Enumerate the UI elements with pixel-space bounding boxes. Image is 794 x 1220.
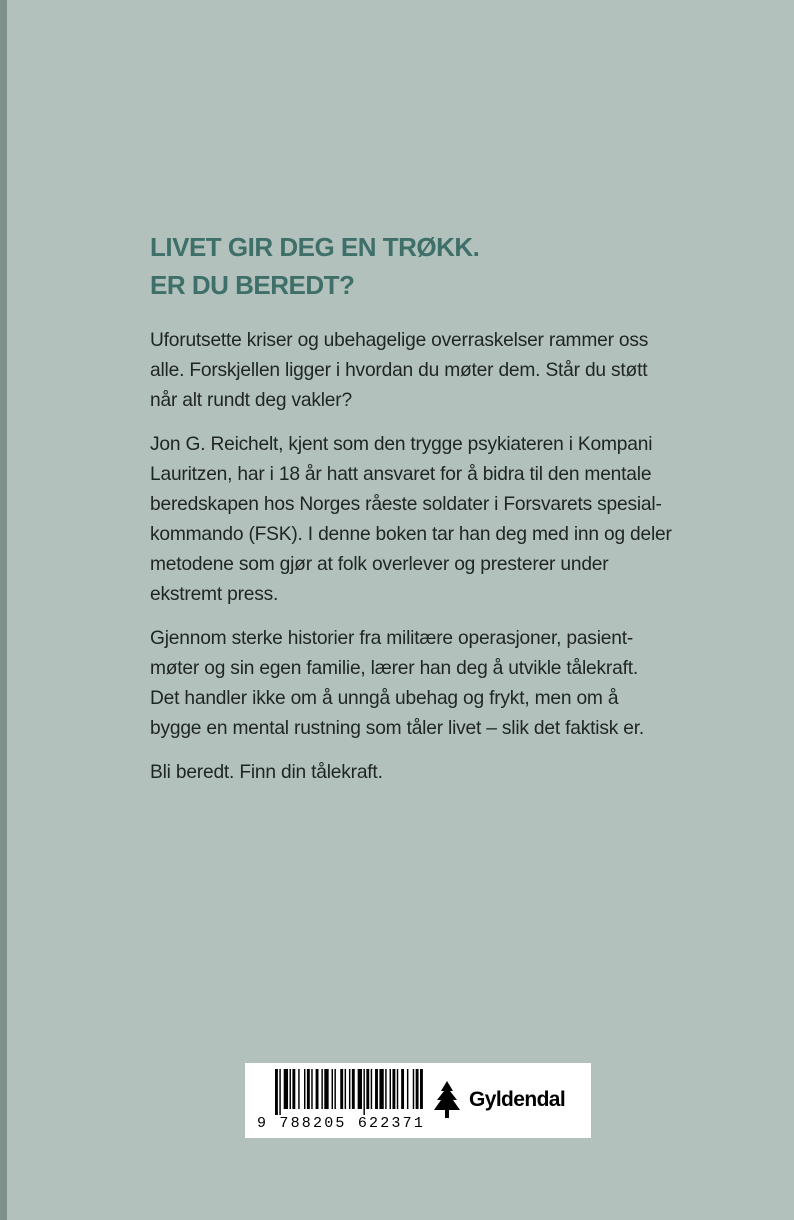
text-line: ekstremt press. — [150, 584, 279, 605]
blurb-paragraph-closing — [150, 758, 710, 788]
barcode-bar — [390, 1069, 391, 1109]
headline — [150, 228, 479, 304]
text-line: Det handler ikke om å unngå ubehag og frykt, men om å — [150, 688, 619, 709]
text-line: bygge en mental rustning som tåler livet – slik det faktisk er. — [150, 718, 644, 739]
barcode-bar — [345, 1069, 346, 1109]
text-line: beredskapen hos Norges råeste soldater i Forsvarets spesial- — [150, 494, 662, 515]
barcode-bar — [290, 1069, 291, 1109]
barcode-bar — [284, 1069, 288, 1109]
text-line: Gjennom sterke historier fra militære operasjoner, pasient- — [150, 628, 634, 649]
barcode-bar — [349, 1069, 350, 1109]
barcode-bar — [332, 1069, 333, 1109]
blurb-paragraph-author — [150, 430, 710, 610]
barcode-bar — [416, 1069, 419, 1109]
barcode-bar — [352, 1069, 355, 1109]
barcode-bar — [363, 1069, 364, 1115]
barcode-bar — [401, 1069, 404, 1109]
barcode-bar — [316, 1069, 319, 1109]
barcode — [253, 1069, 423, 1115]
barcode-bar — [307, 1069, 310, 1109]
barcode-bar — [375, 1069, 378, 1109]
barcode-bar — [304, 1069, 305, 1109]
barcode-bar — [292, 1069, 295, 1109]
barcode-bar — [298, 1069, 299, 1109]
text-line: møter og sin egen familie, lærer han deg å utvikle tålekraft. — [150, 658, 638, 679]
barcode-bar — [366, 1069, 369, 1109]
text-line: når alt rundt deg vakler? — [150, 390, 352, 411]
barcode-bar — [334, 1069, 335, 1109]
barcode-bar — [420, 1069, 423, 1109]
barcode-bar — [407, 1069, 408, 1109]
barcode-bar — [275, 1069, 278, 1115]
barcode-bar — [324, 1069, 328, 1109]
barcode-bar — [385, 1069, 386, 1109]
blurb-paragraph-stories — [150, 624, 710, 744]
barcode-bar — [397, 1069, 398, 1109]
barcode-bar — [413, 1069, 414, 1109]
barcode-bar — [279, 1069, 280, 1115]
barcode-bar — [379, 1069, 383, 1109]
publisher-name: Gyldendal — [469, 1088, 566, 1111]
barcode-bar — [358, 1069, 362, 1109]
headline-line: ER DU BEREDT? — [150, 270, 355, 300]
text-line: alle. Forskjellen ligger i hvordan du møter dem. Står du støtt — [150, 360, 648, 381]
barcode-bar — [321, 1069, 322, 1109]
tree-icon — [431, 1080, 463, 1120]
barcode-bar — [311, 1069, 312, 1109]
barcode-bar — [340, 1069, 343, 1109]
spine-edge — [0, 0, 7, 1220]
text-line: Uforutsette kriser og ubehagelige overraskelser rammer oss — [150, 330, 649, 351]
barcode-panel — [245, 1063, 591, 1138]
text-line: Jon G. Reichelt, kjent som den trygge psykiateren i Kompani — [150, 434, 653, 455]
blurb — [150, 326, 710, 802]
headline-line: LIVET GIR DEG EN TRØKK. — [150, 232, 480, 262]
text-line: metodene som gjør at folk overlever og presterer under — [150, 554, 609, 575]
publisher-logo — [431, 1077, 565, 1123]
barcode-bar — [392, 1069, 395, 1109]
isbn-digits: 9 788205 622371 — [257, 1115, 426, 1132]
text-line: Bli beredt. Finn din tålekraft. — [150, 762, 383, 783]
barcode-bar — [371, 1069, 372, 1109]
text-line: Lauritzen, har i 18 år hatt ansvaret for å bidra til den mentale — [150, 464, 652, 485]
text-line: kommando (FSK). I denne boken tar han deg med inn og deler — [150, 524, 672, 545]
blurb-paragraph-intro — [150, 326, 710, 416]
